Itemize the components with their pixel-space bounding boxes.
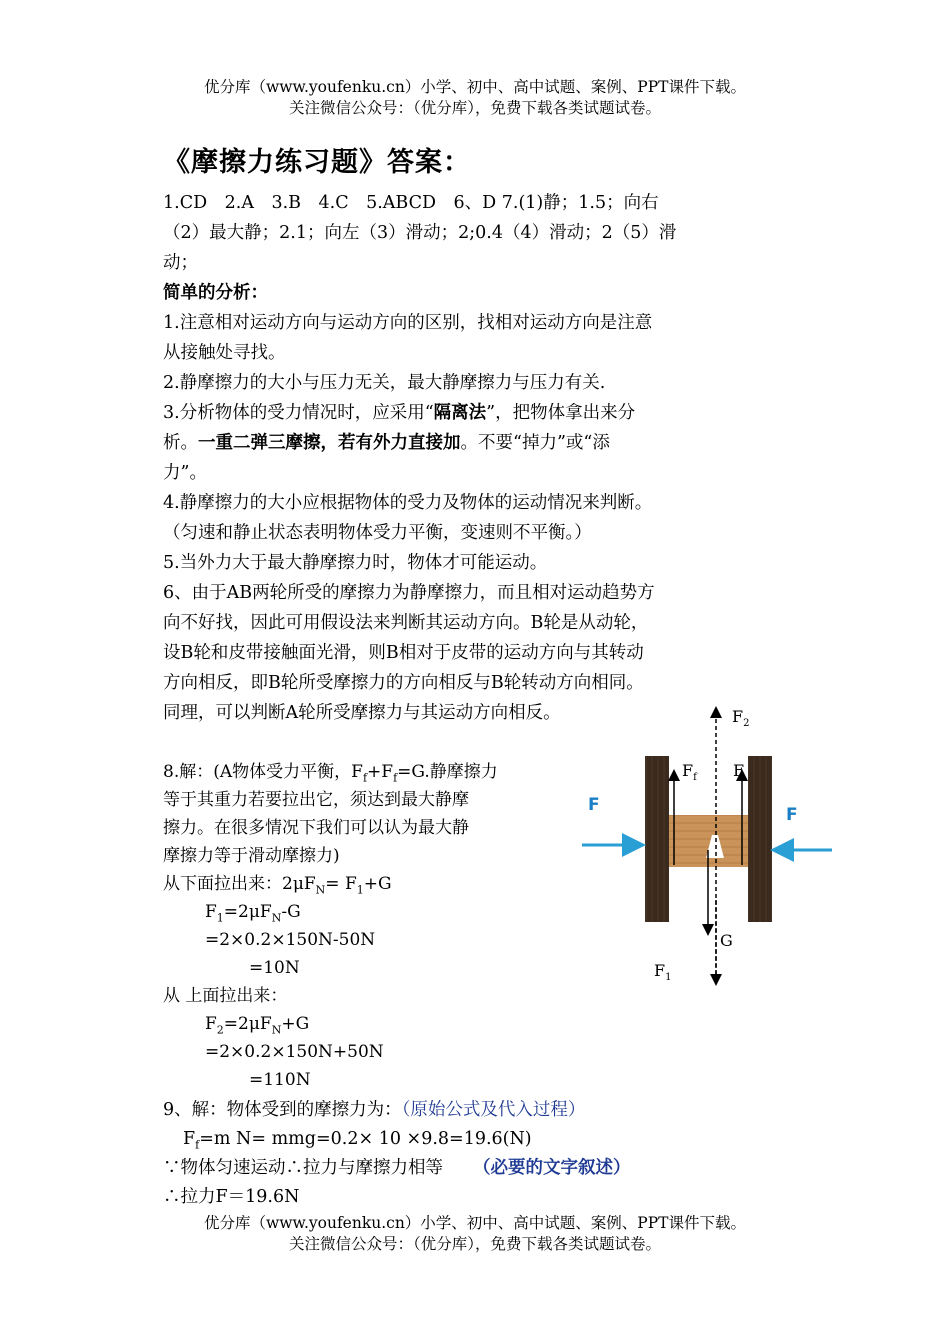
analysis-heading: 简单的分析： xyxy=(163,283,268,303)
answer-line: 动； xyxy=(163,253,198,273)
label-ff-right: F xyxy=(733,761,745,780)
analysis-5: 5.当外力大于最大静摩擦力时，物体才可能运动。 xyxy=(163,553,548,573)
label-force-right: F xyxy=(786,805,798,825)
label-ff-left: $F_f$ xyxy=(682,761,697,783)
analysis-4-cont: （匀速和静止状态表明物体受力平衡，变速则不平衡。） xyxy=(163,523,592,543)
label-f1: $F_1$ xyxy=(654,961,672,983)
analysis-6: 6、由于AB两轮所受的摩擦力为静摩擦力，而且相对运动趋势方 xyxy=(163,583,655,603)
q8-line: 从 上面拉出来： xyxy=(163,986,288,1006)
analysis-3-cont: 析。一重二弹三摩擦，若有外力直接加。不要“掉力”或“添 xyxy=(163,433,610,453)
answer-line: （2）最大静；2.1；向左（3）滑动；2;0.4（4）滑动；2（5）滑 xyxy=(163,223,677,243)
q8-line: 8.解：(A物体受力平衡，$F_f+F_f=G$.静摩擦力 xyxy=(163,762,498,785)
answers-block xyxy=(163,188,788,728)
header-line-2: 关注微信公众号：（优分库），免费下载各类试题试卷。 xyxy=(288,99,661,117)
analysis-6-cont: 方向相反，即B轮所受摩擦力的方向相反与B轮转动方向相同。 xyxy=(163,673,644,693)
q9-line: ∴拉力F＝19.6N xyxy=(163,1187,300,1207)
q8-line: 擦力。在很多情况下我们可以认为最大静 xyxy=(163,818,469,838)
force-diagram-svg xyxy=(578,700,840,990)
q8-line: =2×0.2×150N-50N xyxy=(205,930,376,950)
right-board xyxy=(748,756,772,922)
analysis-6-cont: 同理，可以判断A轮所受摩擦力与其运动方向相反。 xyxy=(163,703,561,723)
analysis-1-cont: 从接触处寻找。 xyxy=(163,343,286,363)
q9-line: 9、解：物体受到的摩擦力为：（原始公式及代入过程） xyxy=(163,1100,586,1120)
analysis-4: 4.静摩擦力的大小应根据物体的受力及物体的运动情况来判断。 xyxy=(163,493,653,513)
q8-line: =2×0.2×150N+50N xyxy=(205,1042,384,1062)
analysis-1: 1.注意相对运动方向与运动方向的区别，找相对运动方向是注意 xyxy=(163,313,653,333)
q8-line: =10N xyxy=(249,958,300,978)
q8-line: $F_2=2\mu F_N+G$ xyxy=(205,1014,310,1037)
label-force-left: F xyxy=(588,795,600,815)
left-board xyxy=(645,756,669,922)
footer-line-1: 优分库（www.youfenku.cn）小学、初中、高中试题、案例、PPT课件下载。 xyxy=(203,1214,747,1232)
question-8 xyxy=(163,758,583,1094)
analysis-3-end: 力”。 xyxy=(163,463,207,483)
analysis-6-cont: 向不好找，因此可用假设法来判断其运动方向。B轮是从动轮， xyxy=(163,613,649,633)
force-diagram xyxy=(578,700,840,990)
answer-line: 1.CD 2.A 3.B 4.C 5.ABCD 6、D 7.(1)静；1.5；向右 xyxy=(163,193,659,213)
analysis-3: 3.分析物体的受力情况时，应采用“隔离法”，把物体拿出来分 xyxy=(163,403,636,423)
q8-line: =110N xyxy=(249,1070,311,1090)
question-9 xyxy=(163,1096,783,1212)
q8-line: 摩擦力等于滑动摩擦力) xyxy=(163,846,340,866)
q9-line: ∵物体匀速运动∴拉力与摩擦力相等 （必要的文字叙述） xyxy=(163,1158,631,1178)
q8-line: 等于其重力若要拉出它，须达到最大静摩 xyxy=(163,790,469,810)
q8-line: 从下面拉出来：$2\mu F_N= F_1+G$ xyxy=(163,874,392,897)
header-line-1: 优分库（www.youfenku.cn）小学、初中、高中试题、案例、PPT课件下载。 xyxy=(203,78,747,96)
q9-line: $F_f=m$ N= mmg=0.2× 10 ×9.8=19.6(N) xyxy=(183,1129,532,1152)
label-f2: $F_2$ xyxy=(732,707,750,729)
footer-line-2: 关注微信公众号：（优分库），免费下载各类试题试卷。 xyxy=(288,1235,661,1253)
q8-line: $F_1=2\mu F_N-G$ xyxy=(205,902,301,925)
analysis-6-cont: 设B轮和皮带接触面光滑，则B相对于皮带的运动方向与其转动 xyxy=(163,643,644,663)
page-title: 《摩擦力练习题》答案： xyxy=(163,147,471,178)
analysis-2: 2.静摩擦力的大小与压力无关，最大静摩擦力与压力有关. xyxy=(163,373,606,393)
label-g: G xyxy=(720,931,733,950)
